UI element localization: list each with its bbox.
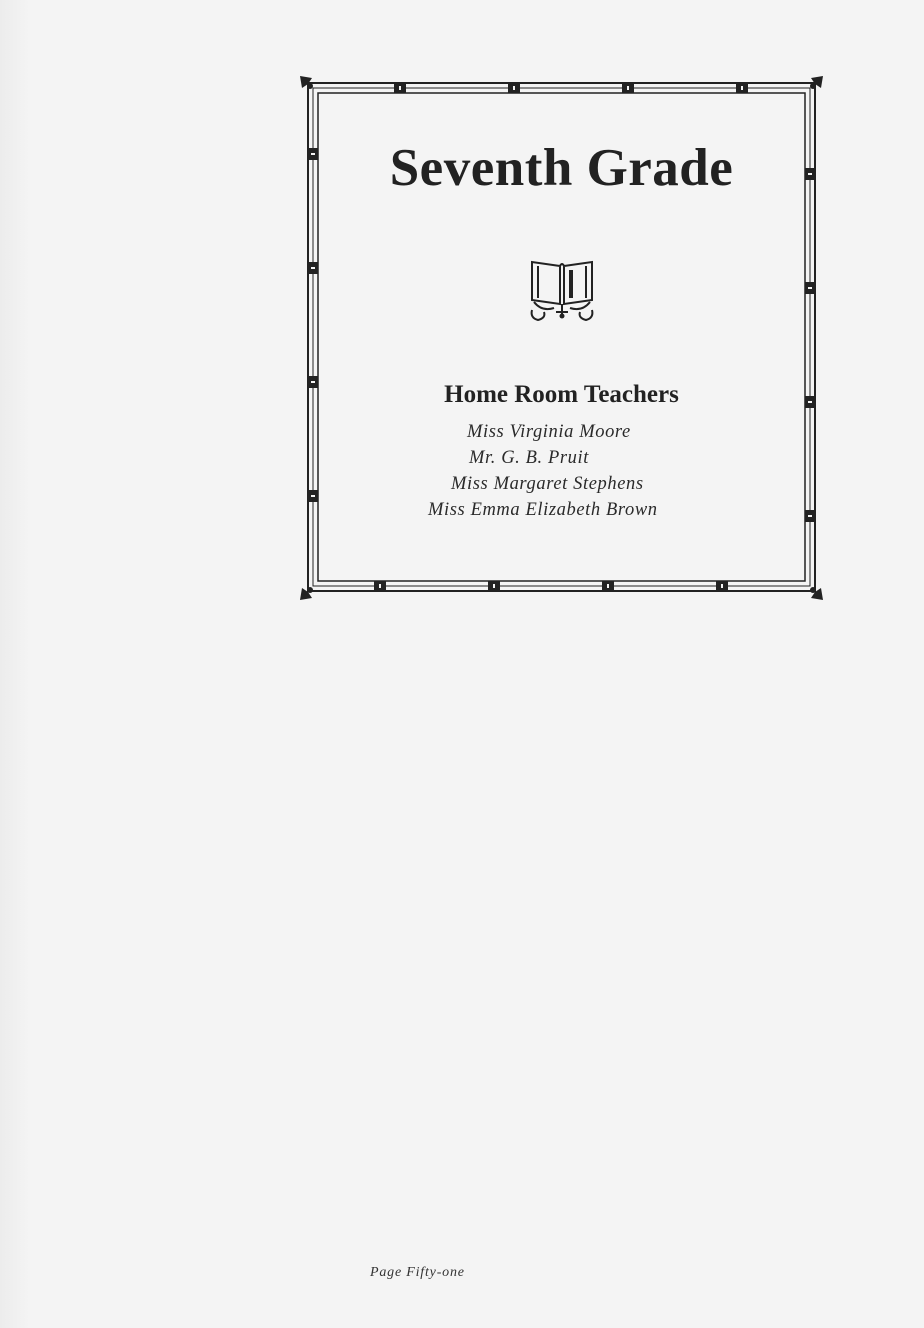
teacher-name: Miss Emma Elizabeth Brown <box>428 500 658 520</box>
page-title: Seventh Grade <box>389 139 734 197</box>
page-number: Page Fifty-one <box>370 1265 465 1280</box>
teacher-name: Miss Margaret Stephens <box>451 474 644 494</box>
teacher-name: Miss Virginia Moore <box>467 422 631 442</box>
page-edge-shadow <box>0 0 30 1328</box>
open-book-icon <box>528 256 596 324</box>
teacher-name: Mr. G. B. Pruit <box>469 448 589 468</box>
title-block <box>298 74 825 602</box>
section-subheading: Home Room Teachers <box>444 381 679 408</box>
